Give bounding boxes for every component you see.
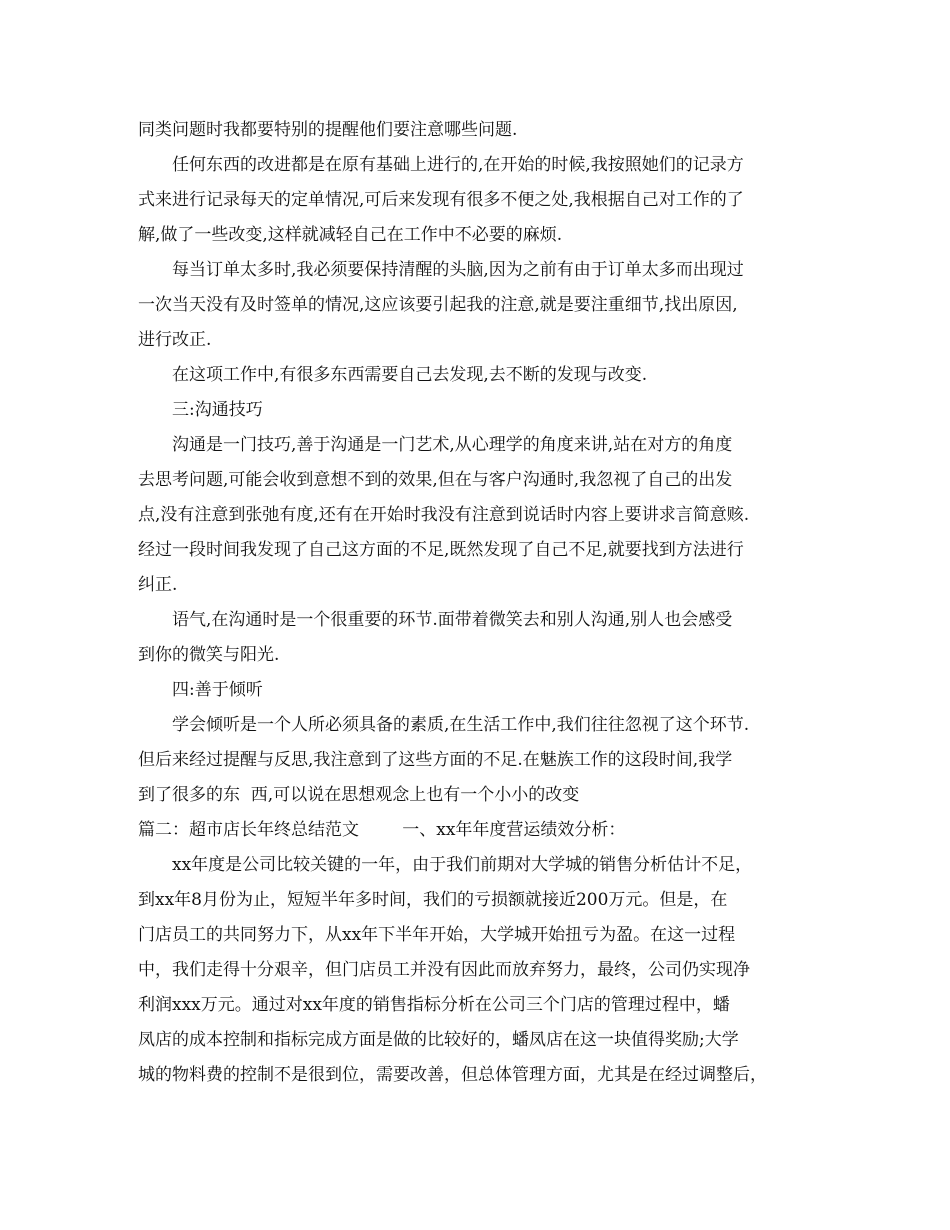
section-heading: 四:善于倾听 xyxy=(172,680,263,700)
paragraph-first-line: xx年度是公司比较关键的一年，由于我们前期对大学城的销售分析估计不足， xyxy=(172,855,753,875)
paragraph-first-line: 语气,在沟通时是一个很重要的环节.面带着微笑去和别人沟通,别人也会感受 xyxy=(172,610,733,630)
text-line: 凤店的成本控制和指标完成方面是做的比较好的，蟠凤店在这一块值得奖励;大学 xyxy=(138,1030,739,1050)
text-line: 去思考问题,可能会收到意想不到的效果,但在与客户沟通时,我忽视了自己的出发 xyxy=(138,470,733,490)
text-line: 解,做了一些改变,这样就减轻自己在工作中不必要的麻烦. xyxy=(138,225,563,245)
paragraph-first-line: 沟通是一门技巧,善于沟通是一门艺术,从心理学的角度来讲,站在对方的角度 xyxy=(172,435,733,455)
text-line: 点,没有注意到张弛有度,还有在开始时我没有注意到说话时内容上要讲求言简意赅. xyxy=(138,505,750,525)
text-line: 城的物料费的控制不是很到位，需要改善，但总体管理方面，尤其是在经过调整后， xyxy=(138,1065,767,1085)
text-line: 中，我们走得十分艰辛，但门店员工并没有因此而放弃努力，最终，公司仍实现净 xyxy=(138,960,750,980)
text-line: 门店员工的共同努力下，从xx年下半年开始，大学城开始扭亏为盈。在这一过程 xyxy=(138,925,736,945)
text-line: 纠正. xyxy=(138,575,178,595)
text-line: 到了很多的东 西,可以说在思想观念上也有一个小小的改变 xyxy=(138,785,580,805)
text-line: 进行改正. xyxy=(138,330,212,350)
text-line: 到xx年8月份为止，短短半年多时间，我们的亏损额就接近200万元。但是，在 xyxy=(138,890,728,910)
paragraph-first-line: 在这项工作中,有很多东西需要自己去发现,去不断的发现与改变. xyxy=(172,365,648,385)
paragraph-first-line: 每当订单太多时,我必须要保持清醒的头脑,因为之前有由于订单太多而出现过 xyxy=(172,260,744,280)
text-line: 经过一段时间我发现了自己这方面的不足,既然发现了自己不足,就要找到方法进行 xyxy=(138,540,744,560)
article-title-line: 篇二：超市店长年终总结范文 一、xx年年度营运绩效分析： xyxy=(138,820,626,840)
paragraph-first-line: 任何东西的改进都是在原有基础上进行的,在开始的时候,我按照她们的记录方 xyxy=(172,155,744,175)
text-line: 但后来经过提醒与反思,我注意到了这些方面的不足.在魅族工作的这段时间,我学 xyxy=(138,750,733,770)
text-line: 到你的微笑与阳光. xyxy=(138,645,280,665)
text-line: 一次当天没有及时签单的情况,这应该要引起我的注意,就是要注重细节,找出原因, xyxy=(138,295,738,315)
paragraph-first-line: 学会倾听是一个人所必须具备的素质,在生活工作中,我们往往忽视了这个环节. xyxy=(172,715,750,735)
text-line: 式来进行记录每天的定单情况,可后来发现有很多不便之处,我根据自己对工作的了 xyxy=(138,190,744,210)
section-heading: 三:沟通技巧 xyxy=(172,400,263,420)
text-line: 利润xxx万元。通过对xx年度的销售指标分析在公司三个门店的管理过程中，蟠 xyxy=(138,995,730,1015)
text-line: 同类问题时我都要特别的提醒他们要注意哪些问题. xyxy=(138,120,518,140)
